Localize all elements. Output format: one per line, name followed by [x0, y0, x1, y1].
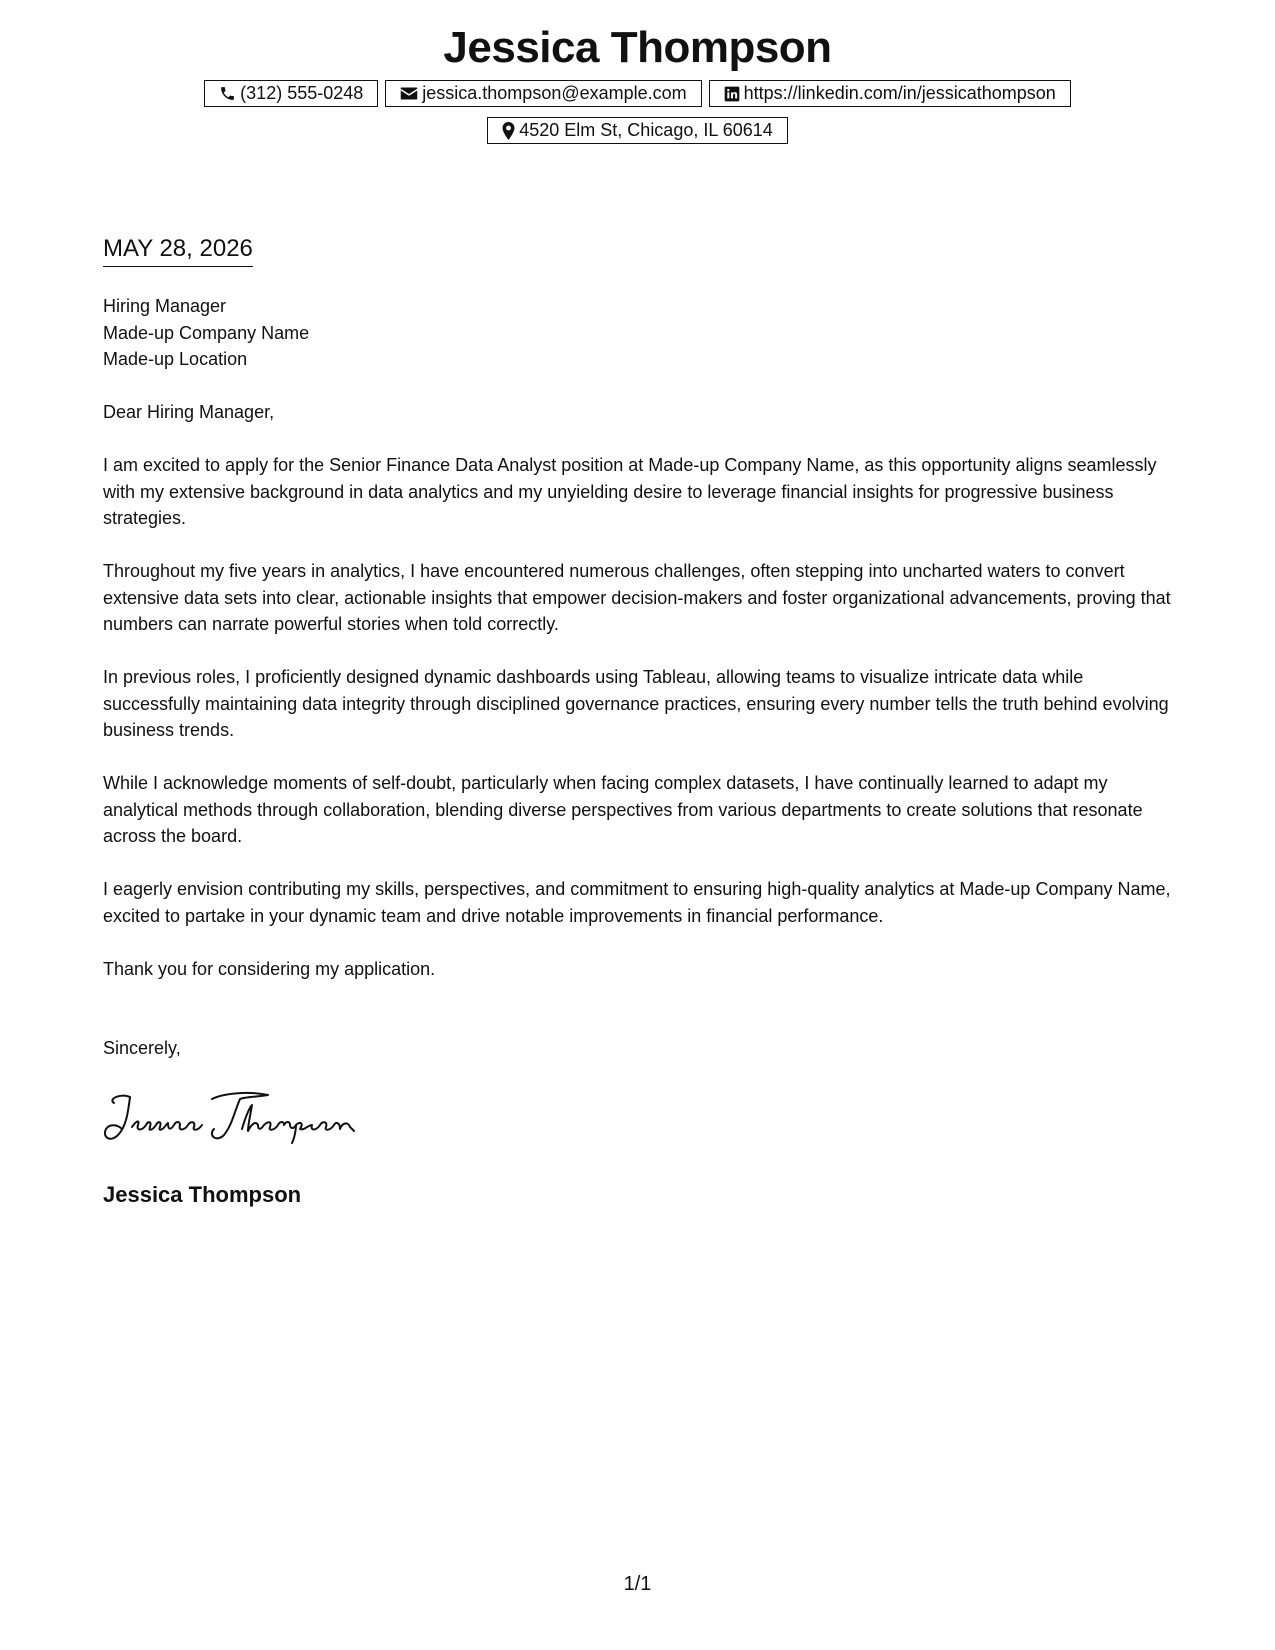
closing-line: Sincerely,: [103, 1038, 181, 1058]
body-paragraph: While I acknowledge moments of self-doubt, particularly when facing complex datasets, I have continually learned to adapt my analytical methods through collaboration, blending diverse perspectives from various departments to create solutions that resonate across the board.: [103, 773, 1143, 846]
body-paragraph: I eagerly envision contributing my skills, perspectives, and commitment to ensuring high-quality analytics at Made-up Company Name, excited to partake in your dynamic team and drive notable improvements in financial performance.: [103, 879, 1171, 926]
address-chip: [487, 117, 788, 144]
recipient-location: Made-up Location: [103, 349, 248, 369]
linkedin-text: https://linkedin.com/in/jessicathompson: [743, 83, 1056, 103]
address-text: 4520 Elm St, Chicago, IL 60614: [519, 120, 773, 140]
envelope-icon: [400, 86, 418, 101]
page-number: 1/1: [623, 1573, 652, 1595]
phone-icon: [219, 85, 236, 102]
applicant-name: Jessica Thompson: [443, 23, 832, 72]
body-paragraph: Throughout my five years in analytics, I have encountered numerous challenges, often stepping into uncharted waters to convert extensive data sets into clear, actionable insights that empower decision-makers and foster organizational advancements, proving that numbers can narrate powerful stories when told correctly.: [103, 561, 1171, 634]
address-row: [0, 117, 1275, 144]
handwritten-signature: [100, 1085, 360, 1150]
linkedin-icon: [724, 86, 740, 102]
body-paragraph: In previous roles, I proficiently designed dynamic dashboards using Tableau, allowing teams to visualize intricate data while successfully maintaining data integrity through disciplined governance practices, ensuring every number tells the truth behind evolving business trends.: [103, 667, 1169, 740]
recipient-title: Hiring Manager: [103, 296, 227, 316]
signed-name: Jessica Thompson: [103, 1182, 302, 1207]
phone-text: (312) 555-0248: [240, 83, 364, 103]
linkedin-chip: [709, 80, 1071, 107]
map-pin-icon: [502, 122, 515, 140]
phone-chip: [204, 80, 378, 107]
recipient-block: [103, 293, 309, 373]
contact-row: [0, 80, 1275, 107]
salutation: Dear Hiring Manager,: [103, 402, 275, 422]
thank-you-line: Thank you for considering my application.: [103, 958, 436, 979]
recipient-company: Made-up Company Name: [103, 322, 310, 343]
letter-body: [103, 399, 1183, 1009]
email-chip: [385, 80, 701, 107]
body-paragraph: I am excited to apply for the Senior Finance Data Analyst position at Made-up Company Name, as this opportunity aligns seamlessly with my extensive background in data analytics and my unyielding desire to leverage financial insights for progressive business strategies.: [103, 455, 1157, 528]
email-text: jessica.thompson@example.com: [422, 83, 687, 103]
letter-date: MAY 28, 2026: [103, 234, 253, 267]
